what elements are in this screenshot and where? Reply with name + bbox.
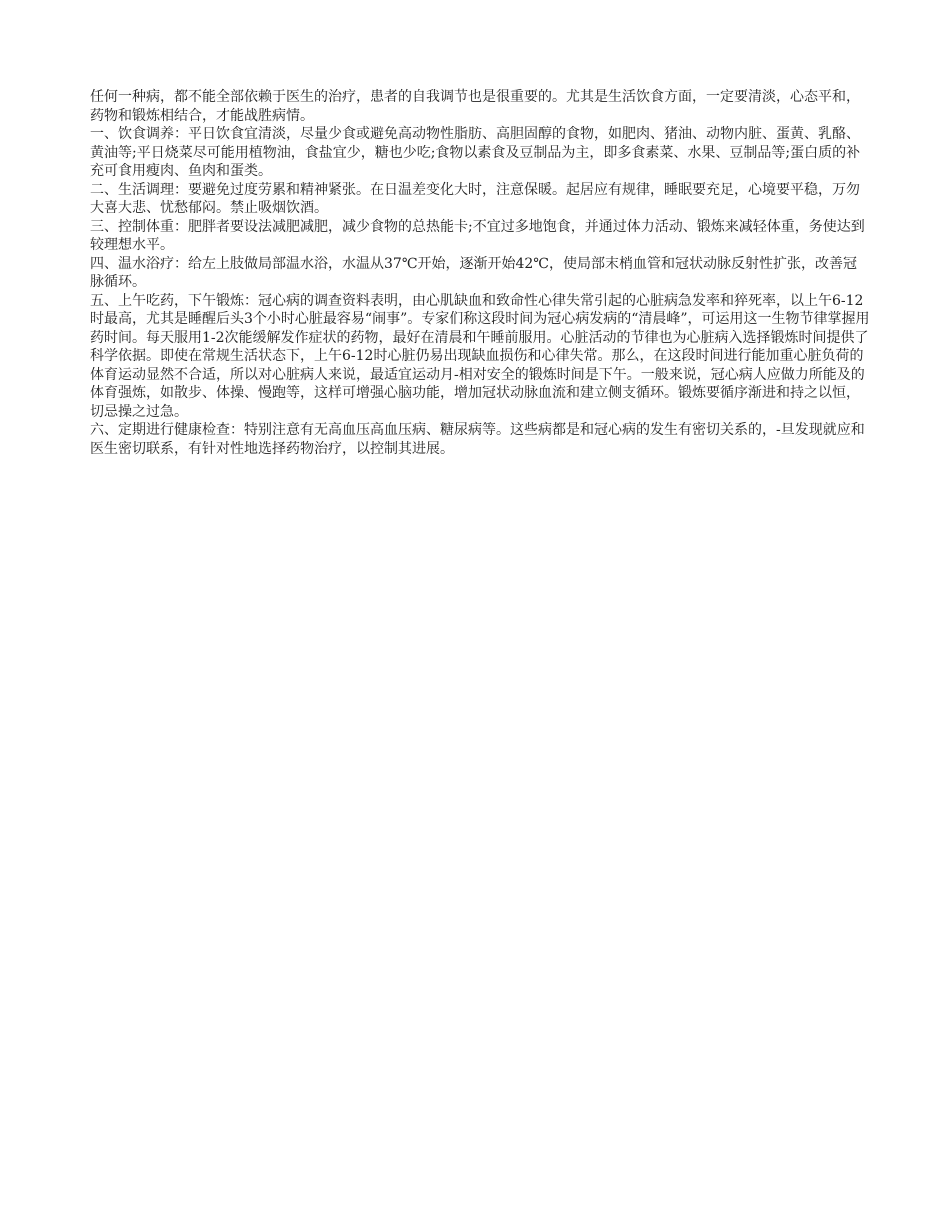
medication-exercise-paragraph: 五、上午吃药，下午锻炼：冠心病的调查资料表明，由心肌缺血和致命性心律失常引起的心脏病急发率和猝死率，以上午6-12时最高，尤其是睡醒后头3个小时心脏最容易“闹事”。专家们称这段时间为冠心病发病的“清晨峰”，可运用这一生物节律掌握用药时间。每天服用1-2次能缓解发作症状的药物，最好在清晨和午睡前服用。心脏活动的节律也为心脏病入选择锻炼时间提供了科学依据。即使在常规生活状态下，上午6-12时心脏仍易出现缺血损伤和心律失常。那么，在这段时间进行能加重心脏负荷的体育运动显然不合适，所以对心脏病人来说，最适宜运动月-相对安全的锻炼时间是下午。一般来说，冠心病人应做力所能及的体育强炼，如散步、体操、慢跑等，这样可增强心脑功能，增加冠状动脉血流和建立侧支循环。锻炼要循序渐进和持之以恒，切忌操之过急。 xyxy=(90,292,870,420)
intro-paragraph: 任何一种病，都不能全部依赖于医生的治疗，患者的自我调节也是很重要的。尤其是生活饮食方面，一定要清淡，心态平和，药物和锻炼相结合，才能战胜病情。 xyxy=(90,89,860,124)
diet-paragraph: 一、饮食调养：平日饮食宜清淡，尽量少食或避免高动物性脂肪、高胆固醇的食物，如肥肉、猪油、动物内脏、蛋黄、乳酪、黄油等;平日烧菜尽可能用植物油，食盐宜少，糖也少吃;食物以素食及豆制品为主，即多食素菜、水果、豆制品等;蛋白质的补充可食用瘦肉、鱼肉和蛋类。 xyxy=(90,126,861,179)
document-body xyxy=(90,88,870,458)
checkup-paragraph: 六、定期进行健康检查：特别注意有无高血压高血压病、糖尿病等。这些病都是和冠心病的发生有密切关系的，-旦发现就应和医生密切联系，有针对性地选择药物治疗，以控制其进展。 xyxy=(90,422,865,457)
lifestyle-paragraph: 二、生活调理：要避免过度劳累和精神紧张。在日温差变化大时，注意保暖。起居应有规律，睡眠要充足，心境要平稳，万勿大喜大悲、忧愁郁闷。禁止吸烟饮酒。 xyxy=(90,181,860,216)
weight-paragraph: 三、控制体重：肥胖者要设法减肥减肥，减少食物的总热能卡;不宜过多地饱食，并通过体力活动、锻炼来减轻体重，务使达到较理想水平。 xyxy=(90,218,865,253)
warm-bath-paragraph: 四、温水浴疗：给左上肢做局部温水浴，水温从37℃开始，逐渐开始42℃，使局部末梢血管和冠状动脉反射性扩张，改善冠脉循环。 xyxy=(90,255,857,290)
